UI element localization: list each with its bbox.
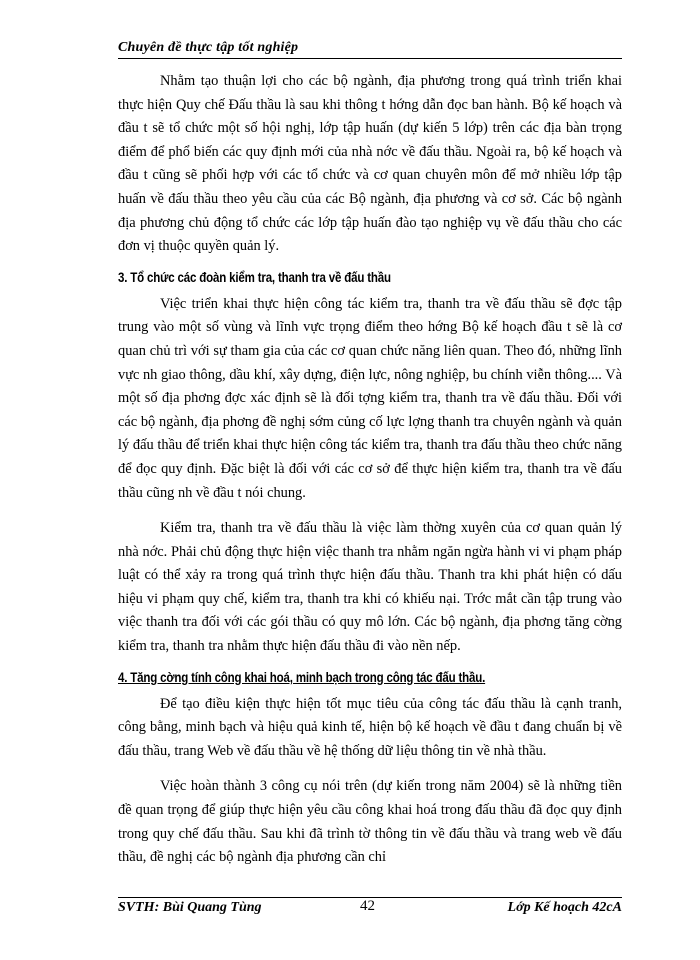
paragraph-5: Việc hoàn thành 3 công cụ nói trên (dự kiến trong năm 2004) sẽ là những tiền đề quan trọng để giúp thực hiện yêu cầu công khai hoá trong đấu thầu đã đọc quy định trong quy chế đấu thầu. Sau khi đã trình tờ thông tin về đấu thầu và trang web về đấu thầu, đề nghị các bộ ngành địa phương cần chỉ: [118, 778, 622, 866]
paragraph-1: Nhằm tạo thuận lợi cho các bộ ngành, địa phương trong quá trình triển khai thực hiện Quy chế Đấu thầu là sau khi thông t hớng dẫn đọc ban hành. Bộ kế hoạch và đầu t sẽ tổ chức một số hội nghị, lớp tập huấn (dự kiến 5 lớp) trên các địa bàn trọng điểm để phổ biến các quy định mới của nhà nớc về đấu thầu. Ngoài ra, bộ kế hoạch và đầu t cũng sẽ phối hợp với các tổ chức và cơ quan chuyên môn để mở nhiều lớp tập huấn về đấu thầu theo yêu cầu của các Bộ ngành, địa phương và cơ sở. Các bộ ngành địa phương chủ động tổ chức các lớp tập huấn đào tạo nghiệp vụ về đấu thầu cho các đơn vị thuộc quyền quản lý.: [118, 73, 622, 255]
section-heading-4: 4. Tăng cờng tính công khai hoá, minh bạch trong công tác đấu thầu.: [118, 669, 486, 685]
paragraph-4: Để tạo điều kiện thực hiện tốt mục tiêu của công tác đấu thầu là cạnh tranh, công bằng, minh bạch và hiệu quả kinh tế, hiện bộ kế hoạch về đầu t đang chuẩn bị về đấu thầu, trang Web về đấu thầu về hệ thống dữ liệu thông tin về nhà thầu.: [118, 695, 622, 759]
paragraph-2: Việc triển khai thực hiện công tác kiểm tra, thanh tra về đấu thầu sẽ đợc tập trung vào một số vùng và lĩnh vực trọng điểm theo hớng Bộ kế hoạch đầu t sẽ là cơ quan chủ trì với sự tham gia của các cơ quan chức năng liên quan. Theo đó, những lĩnh vực nh giao thông, dầu khí, xây dựng, điện lực, nông nghiệp, bu chính viễn thông.... Và một số địa phơng đợc xác định sẽ là đối tợng kiểm tra, thanh tra về đấu thầu. Đối với các bộ ngành, địa phơng đề nghị sớm củng cố lực lợng thanh tra chuyên ngành và quản lý đấu thầu để triển khai thực hiện công tác kiểm tra, thanh tra đấu thầu theo chức năng để đọc quy định. Đặc biệt là đối với các cơ sở để thực hiện kiểm tra, thanh tra về đấu thầu cũng nh về đầu t nói chung.: [118, 295, 622, 501]
page-header: Chuyên đề thực tập tốt nghiệp: [118, 38, 622, 59]
footer-class: Lớp Kế hoạch 42cA: [507, 900, 622, 915]
page-number: 42: [360, 898, 375, 914]
page-footer: [118, 897, 622, 920]
section-heading-3: 3. Tổ chức các đoàn kiểm tra, thanh tra về đấu thầu: [118, 269, 391, 285]
paragraph-3: Kiểm tra, thanh tra về đấu thầu là việc làm thờng xuyên của cơ quan quản lý nhà nớc. Phải chủ động thực hiện việc thanh tra nhằm ngăn ngừa hành vi vi phạm pháp luật có thể xảy ra trong quá trình thực hiện đấu thầu. Thanh tra khi phát hiện có dấu hiệu vi phạm quy chế, kiểm tra, thanh tra khi có khiếu nại. Trớc mắt cần tập trung vào việc thanh tra đối với các gói thầu có quy mô lớn. Các bộ ngành, địa phơng tăng cờng kiểm tra, thanh tra nhằm thực hiện đấu thầu đi vào nền nếp.: [118, 520, 622, 655]
page-content: [118, 70, 622, 870]
footer-author: SVTH: Bùi Quang Tùng: [118, 900, 262, 915]
